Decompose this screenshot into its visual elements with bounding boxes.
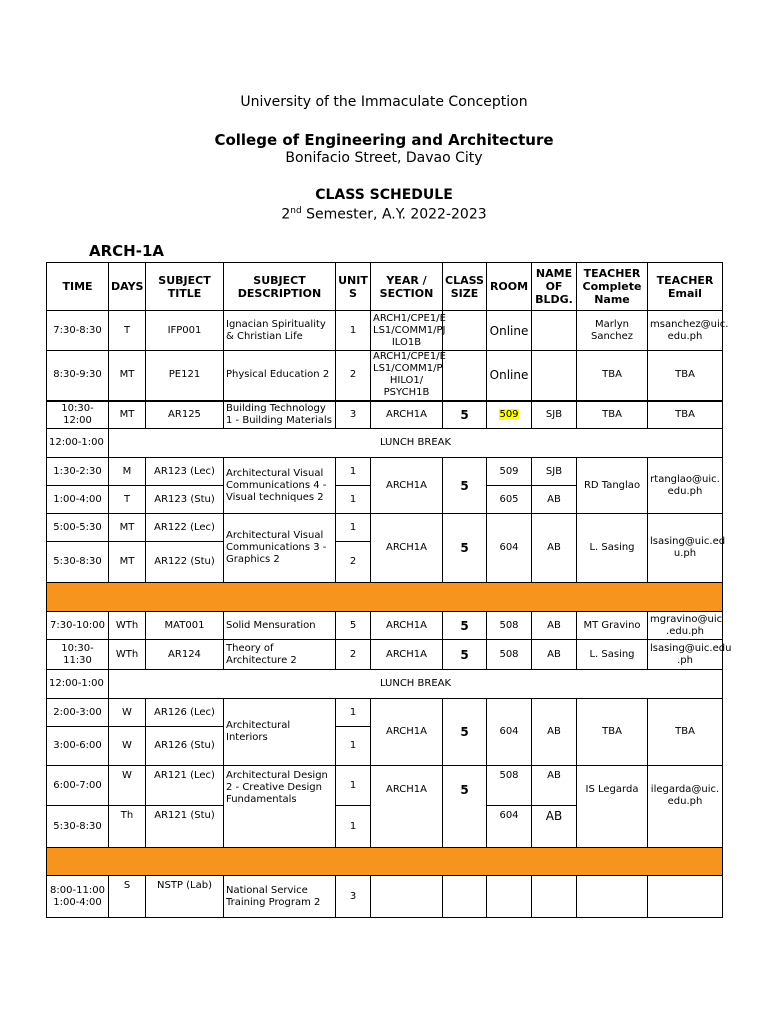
lunch-row — [47, 429, 723, 458]
cell-room: 509 — [487, 458, 532, 486]
cell-email: lsasing@uic.edu .ph — [648, 640, 723, 670]
cell-title: AR123 (Lec) — [146, 458, 224, 486]
col-teacher-name: TEACHER Complete Name — [577, 263, 648, 311]
cell-title: AR122 (Lec) — [146, 514, 224, 542]
time-line-2: 1:00-4:00 — [53, 896, 102, 908]
cell-title: AR123 (Stu) — [146, 486, 224, 514]
lunch-row — [47, 670, 723, 699]
cell-bldg: AB — [532, 486, 577, 514]
table-row — [47, 311, 723, 351]
cell-bldg: SJB — [532, 401, 577, 429]
col-class-size: CLASS SIZE — [443, 263, 487, 311]
cell-bldg: AB — [532, 806, 577, 848]
cell-email: TBA — [648, 351, 723, 401]
cell-size: 5 — [443, 766, 487, 848]
cell-teacher: TBA — [577, 351, 648, 401]
cell-description: Solid Mensuration — [224, 612, 336, 640]
cell-days: W — [109, 727, 146, 766]
cell-days: MT — [109, 514, 146, 542]
semester-ordinal-suffix: nd — [290, 206, 302, 216]
cell-title: AR126 (Lec) — [146, 699, 224, 727]
cell-time: 5:00-5:30 — [47, 514, 109, 542]
cell-size: 5 — [443, 514, 487, 583]
cell-days: W — [109, 766, 146, 806]
col-bldg: NAME OF BLDG. — [532, 263, 577, 311]
semester-ordinal: 2 — [281, 206, 291, 223]
col-units: UNIT S — [336, 263, 371, 311]
cell-time: 6:00-7:00 — [47, 766, 109, 806]
cell-days: Th — [109, 806, 146, 848]
cell-units: 3 — [336, 876, 371, 918]
cell-bldg: AB — [532, 612, 577, 640]
cell-year-section: ARCH1A — [371, 612, 443, 640]
semester-line — [0, 206, 768, 223]
col-time: TIME — [47, 263, 109, 311]
cell-room: 508 — [487, 612, 532, 640]
cell-size — [443, 351, 487, 401]
cell-time: 10:30-12:00 — [47, 401, 109, 429]
cell-teacher — [577, 876, 648, 918]
cell-days: T — [109, 486, 146, 514]
cell-room: 604 — [487, 699, 532, 766]
cell-days: MT — [109, 542, 146, 583]
cell-time: 5:30-8:30 — [47, 806, 109, 848]
cell-teacher: TBA — [577, 401, 648, 429]
cell-year-section: ARCH1A — [371, 766, 443, 848]
cell-email: msanchez@uic. edu.ph — [648, 311, 723, 351]
cell-room: 604 — [487, 806, 532, 848]
highlighted-room: 509 — [499, 408, 519, 420]
cell-email: rtanglao@uic. edu.ph — [648, 458, 723, 514]
cell-title: AR122 (Stu) — [146, 542, 224, 583]
col-subject-description: SUBJECT DESCRIPTION — [224, 263, 336, 311]
cell-year-section: ARCH1A — [371, 640, 443, 670]
lunch-break-label: LUNCH BREAK — [109, 429, 723, 458]
cell-bldg: AB — [532, 766, 577, 806]
cell-teacher: TBA — [577, 699, 648, 766]
cell-title: AR124 — [146, 640, 224, 670]
cell-description: Theory of Architecture 2 — [224, 640, 336, 670]
schedule-table — [46, 262, 732, 918]
university-name: University of the Immaculate Conception — [240, 94, 528, 110]
cell-teacher: MT Gravino — [577, 612, 648, 640]
cell-title: AR121 (Stu) — [146, 806, 224, 848]
cell-description: Ignacian Spirituality & Christian Life — [224, 311, 336, 351]
separator-bar — [47, 583, 723, 612]
cell-bldg: AB — [532, 699, 577, 766]
cell-room: 508 — [487, 640, 532, 670]
cell-units: 1 — [336, 727, 371, 766]
cell-size: 5 — [443, 699, 487, 766]
cell-time — [47, 876, 109, 918]
cell-room: 508 — [487, 766, 532, 806]
cell-description: Architectural Visual Communications 4 - Visual techniques 2 — [224, 458, 336, 514]
table-row — [47, 401, 723, 429]
cell-units: 2 — [336, 640, 371, 670]
cell-year-section: ARCH1A — [371, 401, 443, 429]
cell-days: WTh — [109, 612, 146, 640]
cell-days: S — [109, 876, 146, 918]
cell-units: 1 — [336, 806, 371, 848]
cell-room: Online — [487, 351, 532, 401]
cell-bldg — [532, 876, 577, 918]
cell-units: 2 — [336, 351, 371, 401]
cell-bldg: SJB — [532, 458, 577, 486]
table-row — [47, 640, 723, 670]
table-row — [47, 612, 723, 640]
cell-teacher: RD Tanglao — [577, 458, 648, 514]
cell-units: 1 — [336, 766, 371, 806]
cell-units: 1 — [336, 458, 371, 486]
cell-units: 1 — [336, 311, 371, 351]
cell-time: 1:30-2:30 — [47, 458, 109, 486]
cell-bldg: AB — [532, 640, 577, 670]
cell-description: Architectural Interiors — [224, 699, 336, 766]
cell-size: 5 — [443, 640, 487, 670]
cell-teacher: Marlyn Sanchez — [577, 311, 648, 351]
cell-time: 5:30-8:30 — [47, 542, 109, 583]
cell-year-section: ARCH1/CPE1/E LS1/COMM1/P HILO1/ PSYCH1B — [371, 351, 443, 401]
cell-time: 1:00-4:00 — [47, 486, 109, 514]
cell-time: 12:00-1:00 — [47, 670, 109, 699]
cell-time: 7:30-10:00 — [47, 612, 109, 640]
table-row — [47, 699, 723, 727]
table-row — [47, 514, 723, 542]
cell-size: 5 — [443, 401, 487, 429]
cell-teacher: IS Legarda — [577, 766, 648, 848]
cell-year-section: ARCH1A — [371, 458, 443, 514]
cell-days: M — [109, 458, 146, 486]
cell-size: 5 — [443, 612, 487, 640]
cell-days: MT — [109, 401, 146, 429]
cell-room: 605 — [487, 486, 532, 514]
cell-units: 3 — [336, 401, 371, 429]
cell-days: W — [109, 699, 146, 727]
cell-units: 1 — [336, 486, 371, 514]
cell-email: TBA — [648, 401, 723, 429]
document-title: CLASS SCHEDULE — [315, 187, 453, 203]
table-row — [47, 876, 723, 918]
cell-description: National Service Training Program 2 — [224, 876, 336, 918]
lunch-break-label: LUNCH BREAK — [109, 670, 723, 699]
cell-description: Architectural Design 2 - Creative Design Fundamentals — [224, 766, 336, 848]
cell-bldg — [532, 311, 577, 351]
cell-size: 5 — [443, 458, 487, 514]
cell-email — [648, 876, 723, 918]
cell-teacher: L. Sasing — [577, 640, 648, 670]
cell-email: ilegarda@uic. edu.ph — [648, 766, 723, 848]
cell-units: 2 — [336, 542, 371, 583]
separator-bar — [47, 848, 723, 876]
cell-title: AR126 (Stu) — [146, 727, 224, 766]
cell-units: 1 — [336, 699, 371, 727]
cell-teacher: L. Sasing — [577, 514, 648, 583]
cell-time: 3:00-6:00 — [47, 727, 109, 766]
cell-title: PE121 — [146, 351, 224, 401]
cell-size — [443, 311, 487, 351]
col-room: ROOM — [487, 263, 532, 311]
table-row — [47, 458, 723, 486]
cell-email: lsasing@uic.ed u.ph — [648, 514, 723, 583]
cell-title: IFP001 — [146, 311, 224, 351]
cell-title: NSTP (Lab) — [146, 876, 224, 918]
cell-days: WTh — [109, 640, 146, 670]
cell-bldg — [532, 351, 577, 401]
cell-title: AR125 — [146, 401, 224, 429]
cell-room: Online — [487, 311, 532, 351]
cell-email: mgravino@uic .edu.ph — [648, 612, 723, 640]
cell-description: Architectural Visual Communications 3 - Graphics 2 — [224, 514, 336, 583]
college-address: Bonifacio Street, Davao City — [285, 150, 483, 166]
col-days: DAYS — [109, 263, 146, 311]
cell-time: 12:00-1:00 — [47, 429, 109, 458]
cell-description: Physical Education 2 — [224, 351, 336, 401]
col-year-section: YEAR / SECTION — [371, 263, 443, 311]
college-name: College of Engineering and Architecture — [214, 131, 554, 149]
cell-time: 7:30-8:30 — [47, 311, 109, 351]
separator-row — [47, 583, 723, 612]
cell-units: 1 — [336, 514, 371, 542]
col-teacher-email: TEACHER Email — [648, 263, 723, 311]
cell-email: TBA — [648, 699, 723, 766]
cell-size — [443, 876, 487, 918]
table-row — [47, 766, 723, 806]
cell-year-section: ARCH1/CPE1/E LS1/COMM1/PJ ILO1B — [371, 311, 443, 351]
time-line-1: 8:00-11:00 — [50, 884, 105, 896]
cell-time: 8:30-9:30 — [47, 351, 109, 401]
cell-time: 10:30-11:30 — [47, 640, 109, 670]
semester-text: Semester, A.Y. 2022-2023 — [301, 206, 487, 223]
cell-units: 5 — [336, 612, 371, 640]
separator-row — [47, 848, 723, 876]
cell-room — [487, 401, 532, 429]
cell-days: T — [109, 311, 146, 351]
cell-year-section: ARCH1A — [371, 699, 443, 766]
cell-days: MT — [109, 351, 146, 401]
col-subject-title: SUBJECT TITLE — [146, 263, 224, 311]
section-label: ARCH-1A — [89, 242, 164, 260]
cell-bldg: AB — [532, 514, 577, 583]
cell-room — [487, 876, 532, 918]
cell-room: 604 — [487, 514, 532, 583]
table-row — [47, 351, 723, 401]
cell-title: AR121 (Lec) — [146, 766, 224, 806]
cell-description: Building Technology 1 - Building Materials — [224, 401, 336, 429]
cell-title: MAT001 — [146, 612, 224, 640]
cell-year-section — [371, 876, 443, 918]
cell-time: 2:00-3:00 — [47, 699, 109, 727]
cell-year-section: ARCH1A — [371, 514, 443, 583]
header-row — [47, 263, 723, 311]
